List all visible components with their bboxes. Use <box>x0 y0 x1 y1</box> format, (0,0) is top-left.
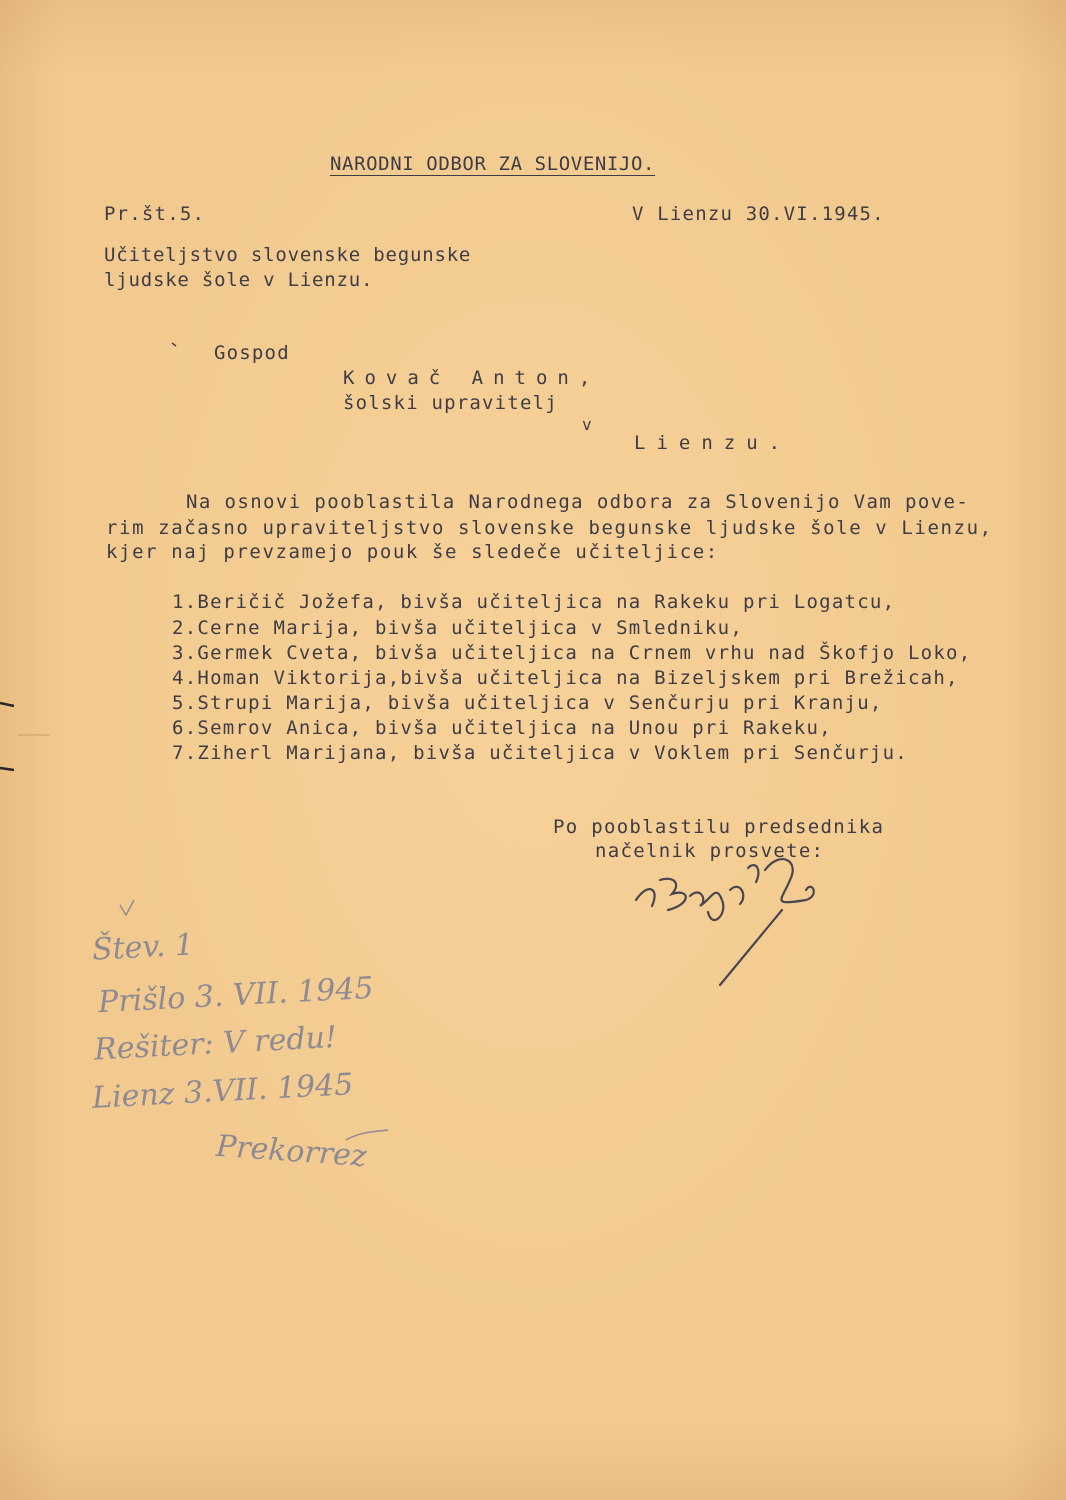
teacher-list-item: 2.Cerne Marija, bivša učiteljica v Smledniku, <box>172 617 744 639</box>
body-line: Na osnovi pooblastila Narodnega odbora za Slovenijo Vam pove- <box>186 491 970 513</box>
document-heading: NARODNI ODBOR ZA SLOVENIJO. <box>330 153 656 175</box>
closing-line-1: Po pooblastilu predsednika <box>553 816 885 838</box>
handwritten-note: Lienz 3.VII. 1945 <box>91 1067 355 1116</box>
teacher-list-item: 5.Strupi Marija, bivša učiteljica v Senčurju pri Kranju, <box>172 692 883 714</box>
handwritten-note: Rešiter: V redu! <box>93 1019 348 1068</box>
addressee-town: Lienzu. <box>634 432 792 454</box>
addressee-title: šolski upravitelj <box>343 392 558 414</box>
signature-icon <box>636 859 814 985</box>
teacher-list-item: 7.Ziherl Marijana, bivša učiteljica v Voklem pri Senčurju. <box>172 742 908 764</box>
sender-line-1: Učiteljstvo slovenske begunske <box>104 244 472 266</box>
binding-marks <box>0 703 50 770</box>
ink-mark <box>172 343 176 346</box>
teacher-list-item: 1.Beričič Jožefa, bivša učiteljica na Rakeku pri Logatcu, <box>172 591 896 613</box>
handwritten-note: Štev. 1 <box>91 927 195 968</box>
pencil-check <box>120 900 134 915</box>
closing-line-2: načelnik prosvete: <box>595 840 825 862</box>
handwritten-note: Prekorrez <box>214 1128 368 1175</box>
reference-number: Pr.št.5. <box>104 203 206 225</box>
teacher-list-item: 4.Homan Viktorija,bivša učiteljica na Bizeljskem pri Brežicah, <box>172 667 959 689</box>
handwritten-note: Prišlo 3. VII. 1945 <box>97 970 375 1021</box>
teacher-list-item: 6.Semrov Anica, bivša učiteljica na Unou pri Rakeku, <box>172 717 832 739</box>
addressee-preposition: v <box>582 415 593 434</box>
addressee-name: Kovač Anton, <box>343 367 601 389</box>
sender-line-2: ljudske šole v Lienzu. <box>104 269 374 291</box>
body-line: rim začasno upraviteljstvo slovenske begunske ljudske šole v Lienzu, <box>106 517 993 539</box>
teacher-list-item: 3.Germek Cveta, bivša učiteljica na Crnem vrhu nad Škofjo Loko, <box>172 642 972 664</box>
body-line: kjer naj prevzamejo pouk še sledeče učiteljice: <box>106 541 719 563</box>
salutation: Gospod <box>214 342 290 364</box>
place-and-date: V Lienzu 30.VI.1945. <box>632 203 885 225</box>
